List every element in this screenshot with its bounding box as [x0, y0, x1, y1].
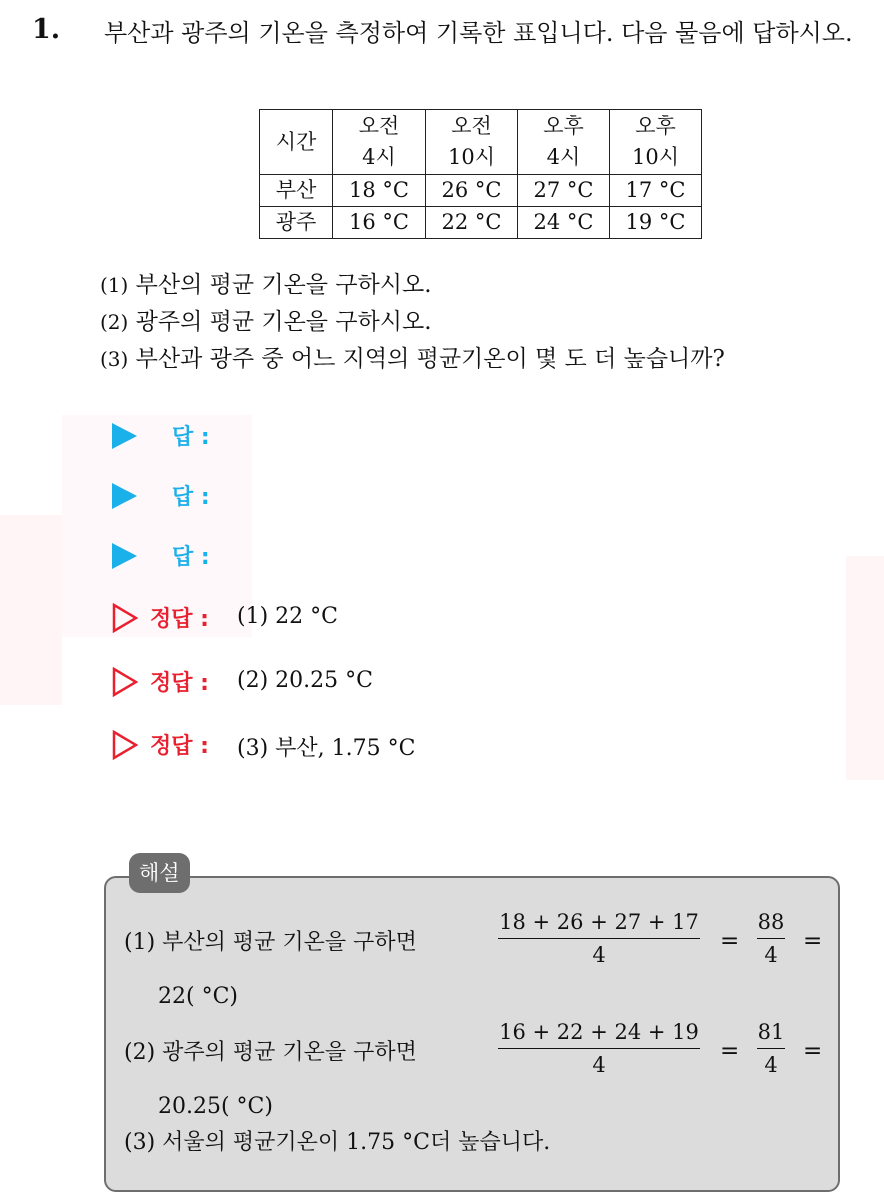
table-cell: 19 °C [610, 207, 702, 239]
table-cell: 17 °C [610, 175, 702, 207]
table-cell: 27 °C [518, 175, 610, 207]
answer-key-value: (2) 20.25 °C [237, 668, 373, 693]
answer-label: 답 : [172, 425, 210, 450]
equals-sign: = [720, 1038, 740, 1064]
answer-key-triangle-icon [112, 667, 138, 697]
solution-line-2-result: 20.25( °C) [158, 1094, 273, 1119]
subquestion-2: (2) 광주의 평균 기온을 구하시오. [100, 309, 432, 335]
answer-arrow-icon [112, 483, 137, 509]
equals-sign: = [803, 1038, 823, 1064]
table-cell: 18 °C [333, 175, 426, 207]
answer-label: 답 : [172, 485, 210, 510]
answer-key-label: 정답 : [150, 607, 209, 632]
answer-key-triangle-icon [112, 603, 138, 633]
answer-arrow-icon [112, 423, 137, 449]
equals-sign: = [803, 928, 823, 954]
solution-line-1-result: 22( °C) [158, 984, 238, 1009]
background-tint [0, 515, 62, 705]
table-cell: 26 °C [426, 175, 518, 207]
solution-fraction: $\frac{18 + 26 + 27 + 17}{4}$ [499, 910, 699, 967]
table-header-cell: 오전 10시 [426, 110, 518, 175]
solution-line-1-lead: (1) 부산의 평균 기온을 구하면 [124, 930, 417, 955]
table-row [260, 207, 702, 239]
table-header-cell: 오후 10시 [610, 110, 702, 175]
table-cell: 22 °C [426, 207, 518, 239]
temperature-table [259, 109, 702, 239]
solution-fraction: $\frac{16 + 22 + 24 + 19}{4}$ [499, 1020, 699, 1077]
subquestion-1: (1) 부산의 평균 기온을 구하시오. [100, 272, 432, 298]
table-cell: 24 °C [518, 207, 610, 239]
answer-key-label: 정답 : [150, 734, 209, 759]
background-tint [846, 556, 884, 780]
table-corner-cell: 시간 [260, 110, 333, 175]
answer-label: 답 : [172, 545, 210, 570]
answer-key-triangle-icon [112, 730, 138, 760]
table-cell: 16 °C [333, 207, 426, 239]
equals-sign: = [720, 928, 740, 954]
table-city-cell: 부산 [260, 175, 333, 207]
answer-key-label: 정답 : [150, 671, 209, 696]
solution-line-3: (3) 서울의 평균기온이 1.75 °C더 높습니다. [124, 1130, 551, 1155]
solution-fraction: $\frac{81}{4}$ [757, 1020, 785, 1077]
table-row [260, 175, 702, 207]
question-number: 1. [32, 14, 61, 45]
table-header-cell: 오후 4시 [518, 110, 610, 175]
question-text: 부산과 광주의 기온을 측정하여 기록한 표입니다. 다음 물음에 답하시오. [104, 19, 853, 47]
table-header-cell: 오전 4시 [333, 110, 426, 175]
table-header-row [260, 110, 702, 175]
answer-key-value: (3) 부산, 1.75 °C [237, 736, 416, 761]
answer-key-value: (1) 22 °C [237, 604, 338, 629]
subquestion-3: (3) 부산과 광주 중 어느 지역의 평균기온이 몇 도 더 높습니까? [100, 346, 725, 372]
answer-arrow-icon [112, 543, 137, 569]
solution-tag: 해설 [129, 853, 190, 893]
solution-line-2-lead: (2) 광주의 평균 기온을 구하면 [124, 1040, 417, 1065]
table-city-cell: 광주 [260, 207, 333, 239]
solution-fraction: $\frac{88}{4}$ [757, 910, 785, 967]
